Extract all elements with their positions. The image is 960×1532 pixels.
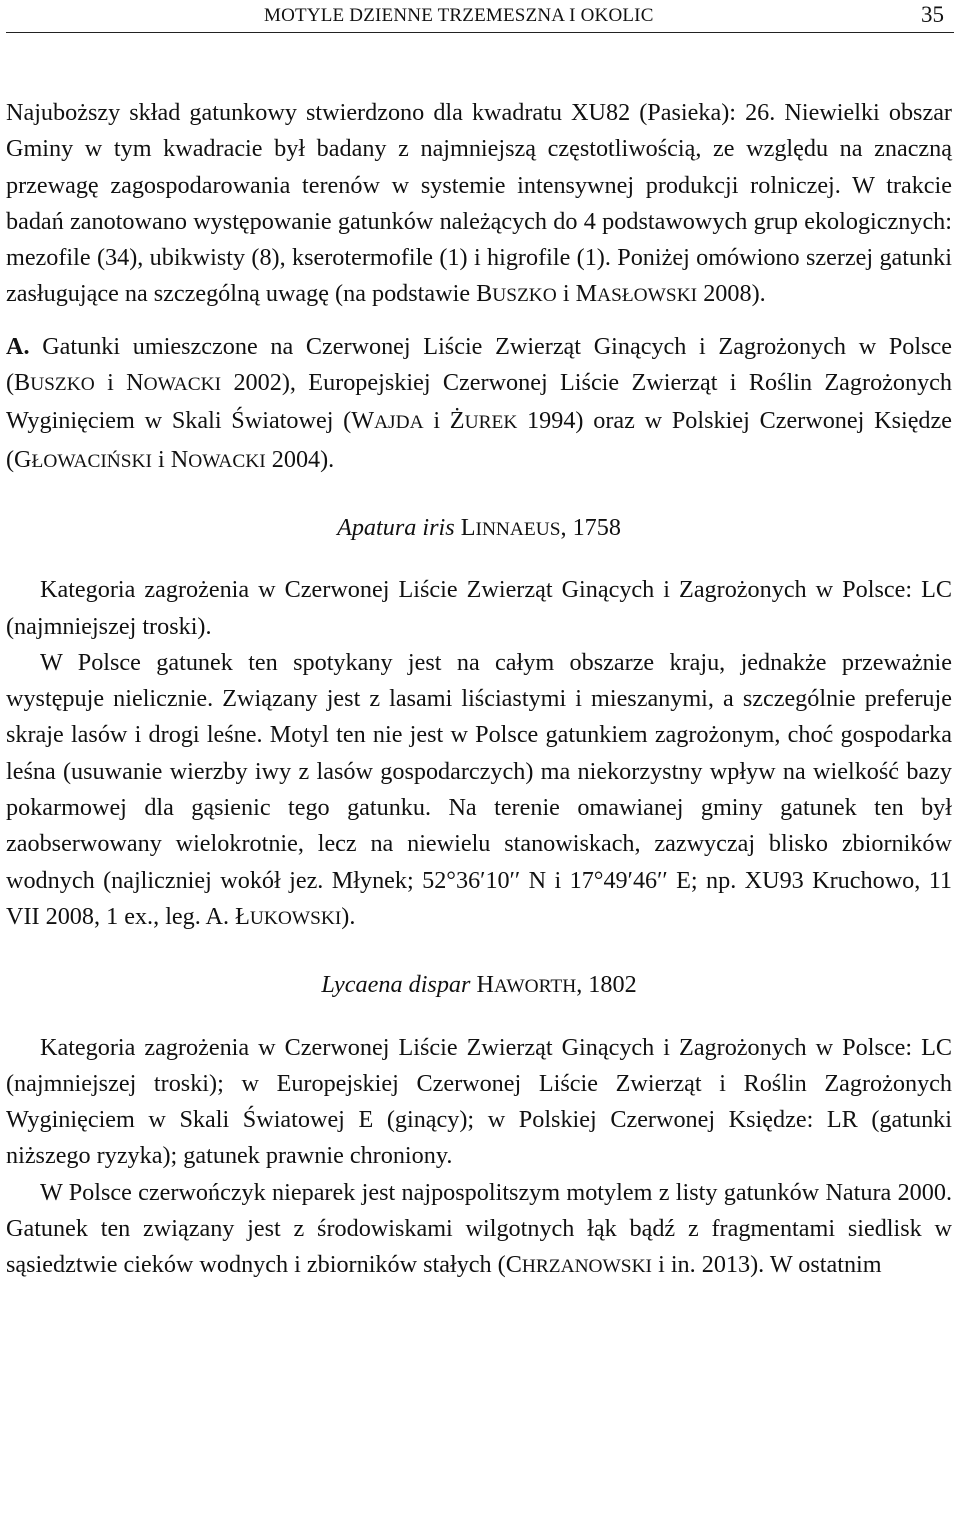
paragraph-section-a: A. Gatunki umieszczone na Czerwonej Liście Zwierząt Ginących i Zagrożonych w Polsce (BUSZKO i NOWACKI 2002), Europejskiej Czerwonej Liście Zwierząt i Roślin Zagrożonych Wyginięciem w Skali Światowej (WAJDA i ŻUREK 1994) oraz w Polskiej Czerwonej Księdze (GŁOWACIŃSKI i NOWACKI 2004). (6, 332, 953, 473)
page-header (6, 0, 954, 33)
species-description-apatura: W Polsce gatunek ten spotykany jest na całym obszarze kraju, jednakże przeważnie występuje nielicznie. Związany jest z lasami liściastymi i mieszanymi, a szczególnie preferuje skraje lasów i drogi leśne. Motyl ten nie jest w Polsce gatunkiem zagrożonym, choć gospodarka leśna (usuwanie wierzby iwy z lasów gospodarczych) ma niekorzystny wpływ na wielkość bazy pokarmowej dla gąsienic tego gatunku. Na terenie omawianej gminy gatunek ten był zaobserwowany wielokrotnie, lecz na niewielu stanowiskach, zazwyczaj blisko zbiorników wodnych (najliczniej wokół jez. Młynek; 52°36′10′′ N i 17°49′46′′ E; np. XU93 Kruchowo, 11 VII 2008, 1 ex., leg. A. ŁUKOWSKI). (6, 648, 952, 930)
section-label: A. (6, 332, 30, 360)
species-category-lycaena: Kategoria zagrożenia w Czerwonej Liście Zwierząt Ginących i Zagrożonych w Polsce: LC (najmniejszej troski); w Europejskiej Czerwonej Liście Zwierząt i Roślin Zagrożonych Wyginięciem w Skali Światowej E (ginący); w Polskiej Czerwonej Księdze: LR (gatunki niższego ryzyka); gatunek prawnie chroniony. (6, 1033, 952, 1170)
page-number: 35 (921, 2, 944, 27)
species-heading-lycaena: Lycaena dispar HAWORTH, 1802 (321, 971, 637, 999)
species-heading-apatura: Apatura iris LINNAEUS, 1758 (337, 513, 621, 541)
running-title: MOTYLE DZIENNE TRZEMESZNA I OKOLIC (264, 5, 654, 26)
species-description-lycaena: W Polsce czerwończyk nieparek jest najpospolitszym motylem z listy gatunków Natura 2000. Gatunek ten związany jest z środowiskami wilgotnych łąk bądź z fragmentami siedlisk w sąsiedztwie cieków wodnych i zbiorników stałych (CHRZANOWSKI i in. 2013). W ostatnim (6, 1178, 952, 1279)
body-text (6, 95, 952, 1286)
paragraph-summary: Najuboższy skład gatunkowy stwierdzono dla kwadratu XU82 (Pasieka): 26. Niewielki obszar Gminy w tym kwadracie był badany z najmniejszą częstotliwością, ze względu na znaczną przewagę zagospodarowania terenów w systemie intensywnej produkcji rolniczej. W trakcie badań zanotowano występowanie gatunków należących do 4 podstawowych grup ekologicznych: mezofile (34), ubikwisty (8), kserotermofile (1) i higrofile (1). Poniżej omówiono szerzej gatunki zasługujące na szczególną uwagę (na podstawie BUSZKO i MASŁOWSKI 2008). (6, 99, 952, 308)
species-category-apatura: Kategoria zagrożenia w Czerwonej Liście Zwierząt Ginących i Zagrożonych w Polsce: LC (najmniejszej troski). (6, 576, 952, 640)
